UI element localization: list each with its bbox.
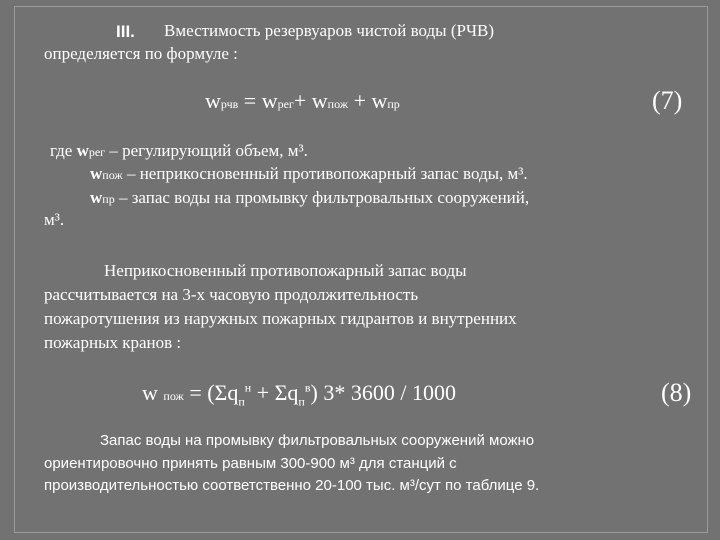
definition-reg-sub: рег bbox=[88, 145, 106, 159]
formula-7-sub-reg: рег bbox=[277, 97, 294, 111]
formula-7-number: (7) bbox=[652, 86, 683, 115]
formula-8-number: (8) bbox=[661, 378, 692, 407]
definition-reg bbox=[50, 141, 308, 161]
formula-7-plus-1: + w bbox=[293, 88, 328, 113]
definition-pr-sub: пр bbox=[102, 192, 115, 206]
definition-pr-text: – запас воды на промывку фильтровальных сооружений, bbox=[118, 188, 530, 207]
paragraph-1-line-1: Неприкосновенный противопожарный запас воды bbox=[104, 261, 467, 280]
definition-where: где bbox=[50, 141, 73, 160]
formula-8-plus: + Σq bbox=[251, 380, 299, 405]
formula-8-sup-n: н bbox=[244, 380, 252, 395]
paragraph-1-line-3: пожаротушения из наружных пожарных гидрантов и внутренних bbox=[44, 309, 517, 328]
section-marker: III. bbox=[116, 22, 135, 41]
formula-8 bbox=[142, 380, 456, 409]
definition-pozh-text: – неприкосновенный противопожарный запас воды, м³. bbox=[126, 164, 528, 183]
formula-7-eq: = w bbox=[238, 88, 278, 113]
definition-pozh-w: w bbox=[90, 164, 103, 183]
paragraph-2-line-2: ориентировочно принять равным 300-900 м³ для станций с bbox=[44, 455, 457, 472]
paragraph-1-line-2: рассчитывается на 3-х часовую продолжительность bbox=[44, 285, 419, 304]
formula-8-sup-v: в bbox=[304, 380, 311, 395]
definition-pr bbox=[90, 188, 529, 208]
definition-reg-w: w bbox=[76, 141, 89, 160]
formula-8-rest: ) 3* 3600 / 1000 bbox=[310, 380, 456, 405]
formula-8-w: w bbox=[142, 380, 158, 405]
formula-8-sub-p1: п bbox=[238, 394, 245, 409]
definition-pozh-sub: пож bbox=[102, 168, 123, 182]
formula-7-plus-2: + w bbox=[348, 88, 388, 113]
formula-7 bbox=[205, 88, 400, 114]
paragraph-2-line-1: Запас воды на промывку фильтровальных сооружений можно bbox=[100, 432, 535, 449]
formula-7-w: w bbox=[205, 88, 221, 113]
intro-line-2: определяется по формуле : bbox=[44, 44, 238, 63]
definition-pozh bbox=[90, 164, 528, 184]
intro-line-1: Вместимость резервуаров чистой воды (РЧВ) bbox=[164, 21, 495, 40]
formula-7-sub-pozh: пож bbox=[327, 97, 349, 111]
formula-8-sub-p2: п bbox=[298, 394, 305, 409]
paragraph-2-line-3: производительностью соответственно 20-100 тыс. м³/сут по таблице 9. bbox=[44, 477, 540, 494]
paragraph-1-line-4: пожарных кранов : bbox=[44, 333, 182, 352]
formula-7-sub-pr: пр bbox=[387, 97, 400, 111]
formula-8-eq: = (Σq bbox=[189, 380, 239, 405]
definition-pr-unit: м³. bbox=[44, 210, 65, 229]
definition-reg-text: – регулирующий объем, м³. bbox=[109, 141, 308, 160]
formula-7-sub-rchv: рчв bbox=[220, 97, 239, 111]
definition-pr-w: w bbox=[90, 188, 103, 207]
formula-8-sub-pozh: пож bbox=[163, 389, 184, 403]
